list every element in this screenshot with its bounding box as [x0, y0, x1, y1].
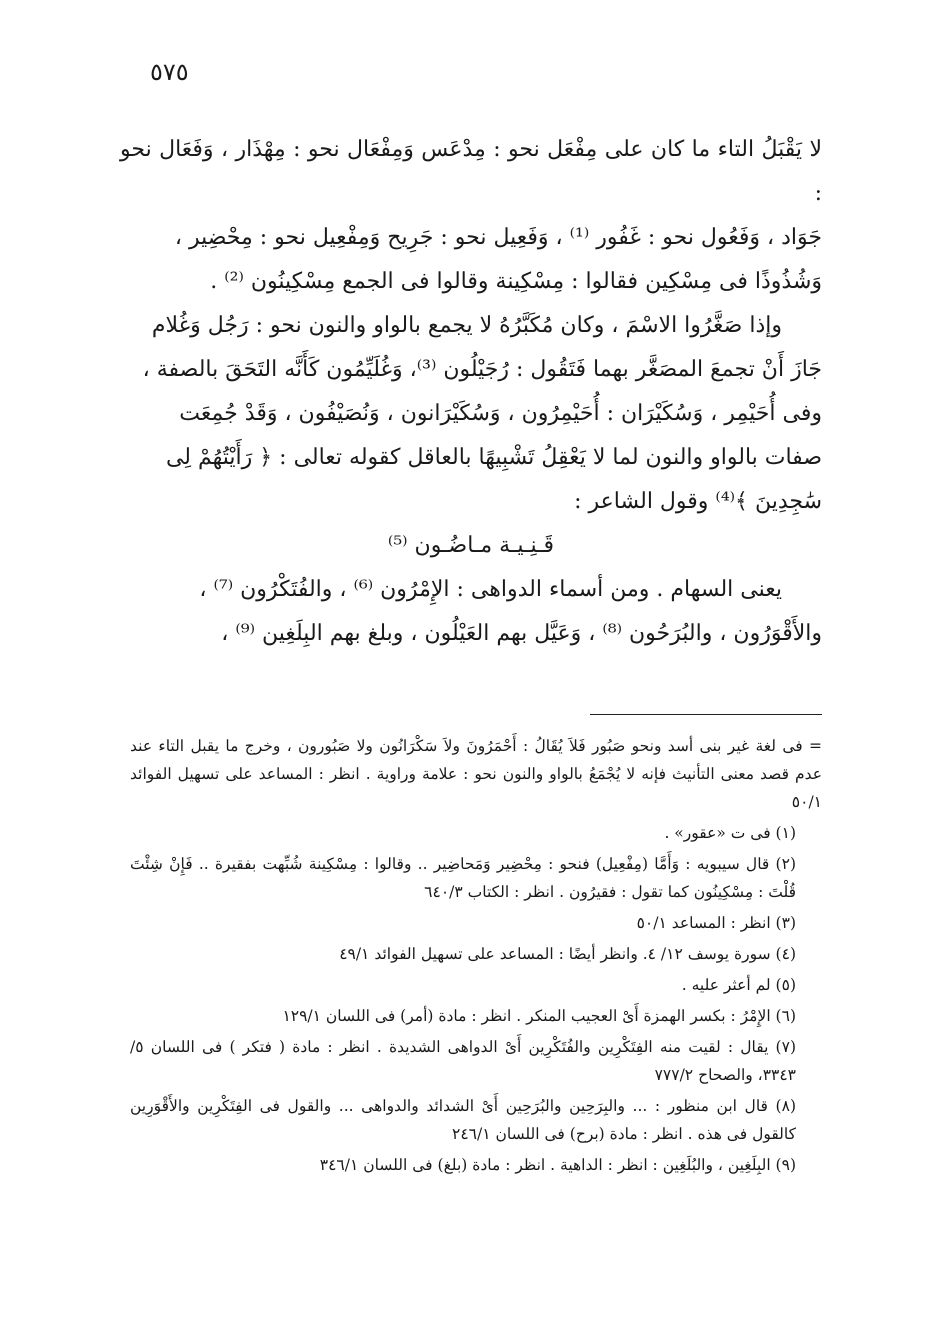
main-line: وإذا صَغَّرُوا الاسْمَ ، وكان مُكَبَّرُهُ لا يجمع بالواو والنون نحو : رَجُل وَغُلام [151, 313, 782, 338]
main-line: وَشُذُوذًا فى مِسْكِين فقالوا : مِسْكِينة وقالوا فى الجمع مِسْكِينُون ⁽²⁾ . [210, 269, 822, 294]
main-line: جَازَ أَنْ تجمعَ المصَغَّر بهما فَتَقُول : رُجَيْلُون ⁽³⁾، وَغُلَيِّمُون كَأَنَّه التَحَقَ بالصفة ، [142, 357, 822, 382]
main-line: جَوَاد ، وَفَعُول نحو : غَفُور ⁽¹⁾ ، وَفَعِيل نحو : جَرِيح وَمِفْعِيل نحو : مِحْضِير ، [174, 225, 822, 250]
poetry-verse: قَـنِـيـة مـاضُـون ⁽⁵⁾ [387, 533, 555, 558]
main-line: لا يَقْبَلُ التاء ما كان على مِفْعَل نحو : مِدْعَس وَمِفْعَال نحو : مِهْذَار ، وَفَعَال نحو : [120, 137, 822, 206]
main-line: وفى أُحَيْمِر ، وَسُكَيْرَان : أُحَيْمِرُون ، وَسُكَيْرَانون ، وَنُصَيْفُون ، وَقَدْ جُمِعَت [179, 401, 822, 426]
footnote: (٤) سورة يوسف ١٢/ ٤. وانظر أيضًا : المساعد على تسهيل الفوائد ٤٩/١ [339, 945, 796, 963]
main-line: والأَقْوَرُون ، والبُرَحُون ⁽⁸⁾ ، وَعَيَّل بهم العَيْلُون ، وبلغ بهم البِلَغِين ⁽⁹⁾ ، [221, 621, 822, 646]
footnote: (٣) انظر : المساعد ٥٠/١ [636, 914, 796, 932]
main-line: يعنى السهام . ومن أسماء الدواهى : الإِمْرُون ⁽⁶⁾ ، والفُتَكْرُون ⁽⁷⁾ ، [199, 577, 782, 602]
footnote: (٥) لم أعثر عليه . [681, 976, 796, 994]
footnote: (٢) قال سيبويه : وَأَمَّا (مِفْعِيل) فنحو : مِحْضِير وَمَحاضِير .. وقالوا : مِسْكِينة شُبِّهت بفقيرة .. فَإِنْ شِئْتَ قُلْتَ : مِسْكِينُون كما تقول : فقيرُون . انظر : الكتاب ٦٤٠/٣ [130, 855, 796, 901]
footnote: (٨) قال ابن منظور : ... والبِرَحِين والبُرَحِين أَىْ الشدائد والدواهى ... والقول فى الفِتَكْرِين والأَقْوَرِين كالقول فى هذه . انظر : مادة (برح) فى اللسان ٢٤٦/١ [130, 1097, 796, 1143]
footnote: (٦) الإِمْرُ : بكسر الهمزة أَىْ العجيب المنكر . انظر : مادة (أمر) فى اللسان ١٢٩/١ [282, 1007, 796, 1025]
footnote: (٩) البِلَغِين ، والبُلَغِين : انظر : الداهية . انظر : مادة (بلغ) فى اللسان ٣٤٦/١ [319, 1156, 796, 1174]
main-line: صفات بالواو والنون لما لا يَعْقِلُ تَشْبِيهًا بالعاقل كقوله تعالى : ﴿ رَأَيْتُهُمْ لِى [165, 445, 822, 470]
main-text [120, 128, 822, 656]
footnote-divider [590, 714, 822, 715]
footnote: (١) فى ت «عقور» . [664, 824, 796, 842]
page-number: ٥٧٥ [150, 58, 189, 86]
footnotes [130, 732, 822, 1182]
footnote: (٧) يقال : لقيت منه الفِتَكْرِين والفُتَكْرِين أَىْ الدواهى الشديدة . انظر : مادة ( فتكر ) فى اللسان ٥/ ٣٣٤٣، والصحاح ٧٧٧/٢ [130, 1038, 796, 1084]
main-line: سَٰجِدِينَ ﴾⁽⁴⁾ وقول الشاعر : [574, 489, 822, 514]
continuation-note: = فى لغة غير بنى أسد ونحو صَبُور فَلاَ يُقَالُ : أَحْمَرُونَ ولاَ سَكْرَانُون ولا صَبُورون ، وخرج ما يقبل التاء عند عدم قصد معنى التأنيث فإنه لا يُجْمَعُ بالواو والنون نحو : علامة وراوية . انظر : المساعد على تسهيل الفوائد ٥٠/١ [130, 737, 822, 811]
